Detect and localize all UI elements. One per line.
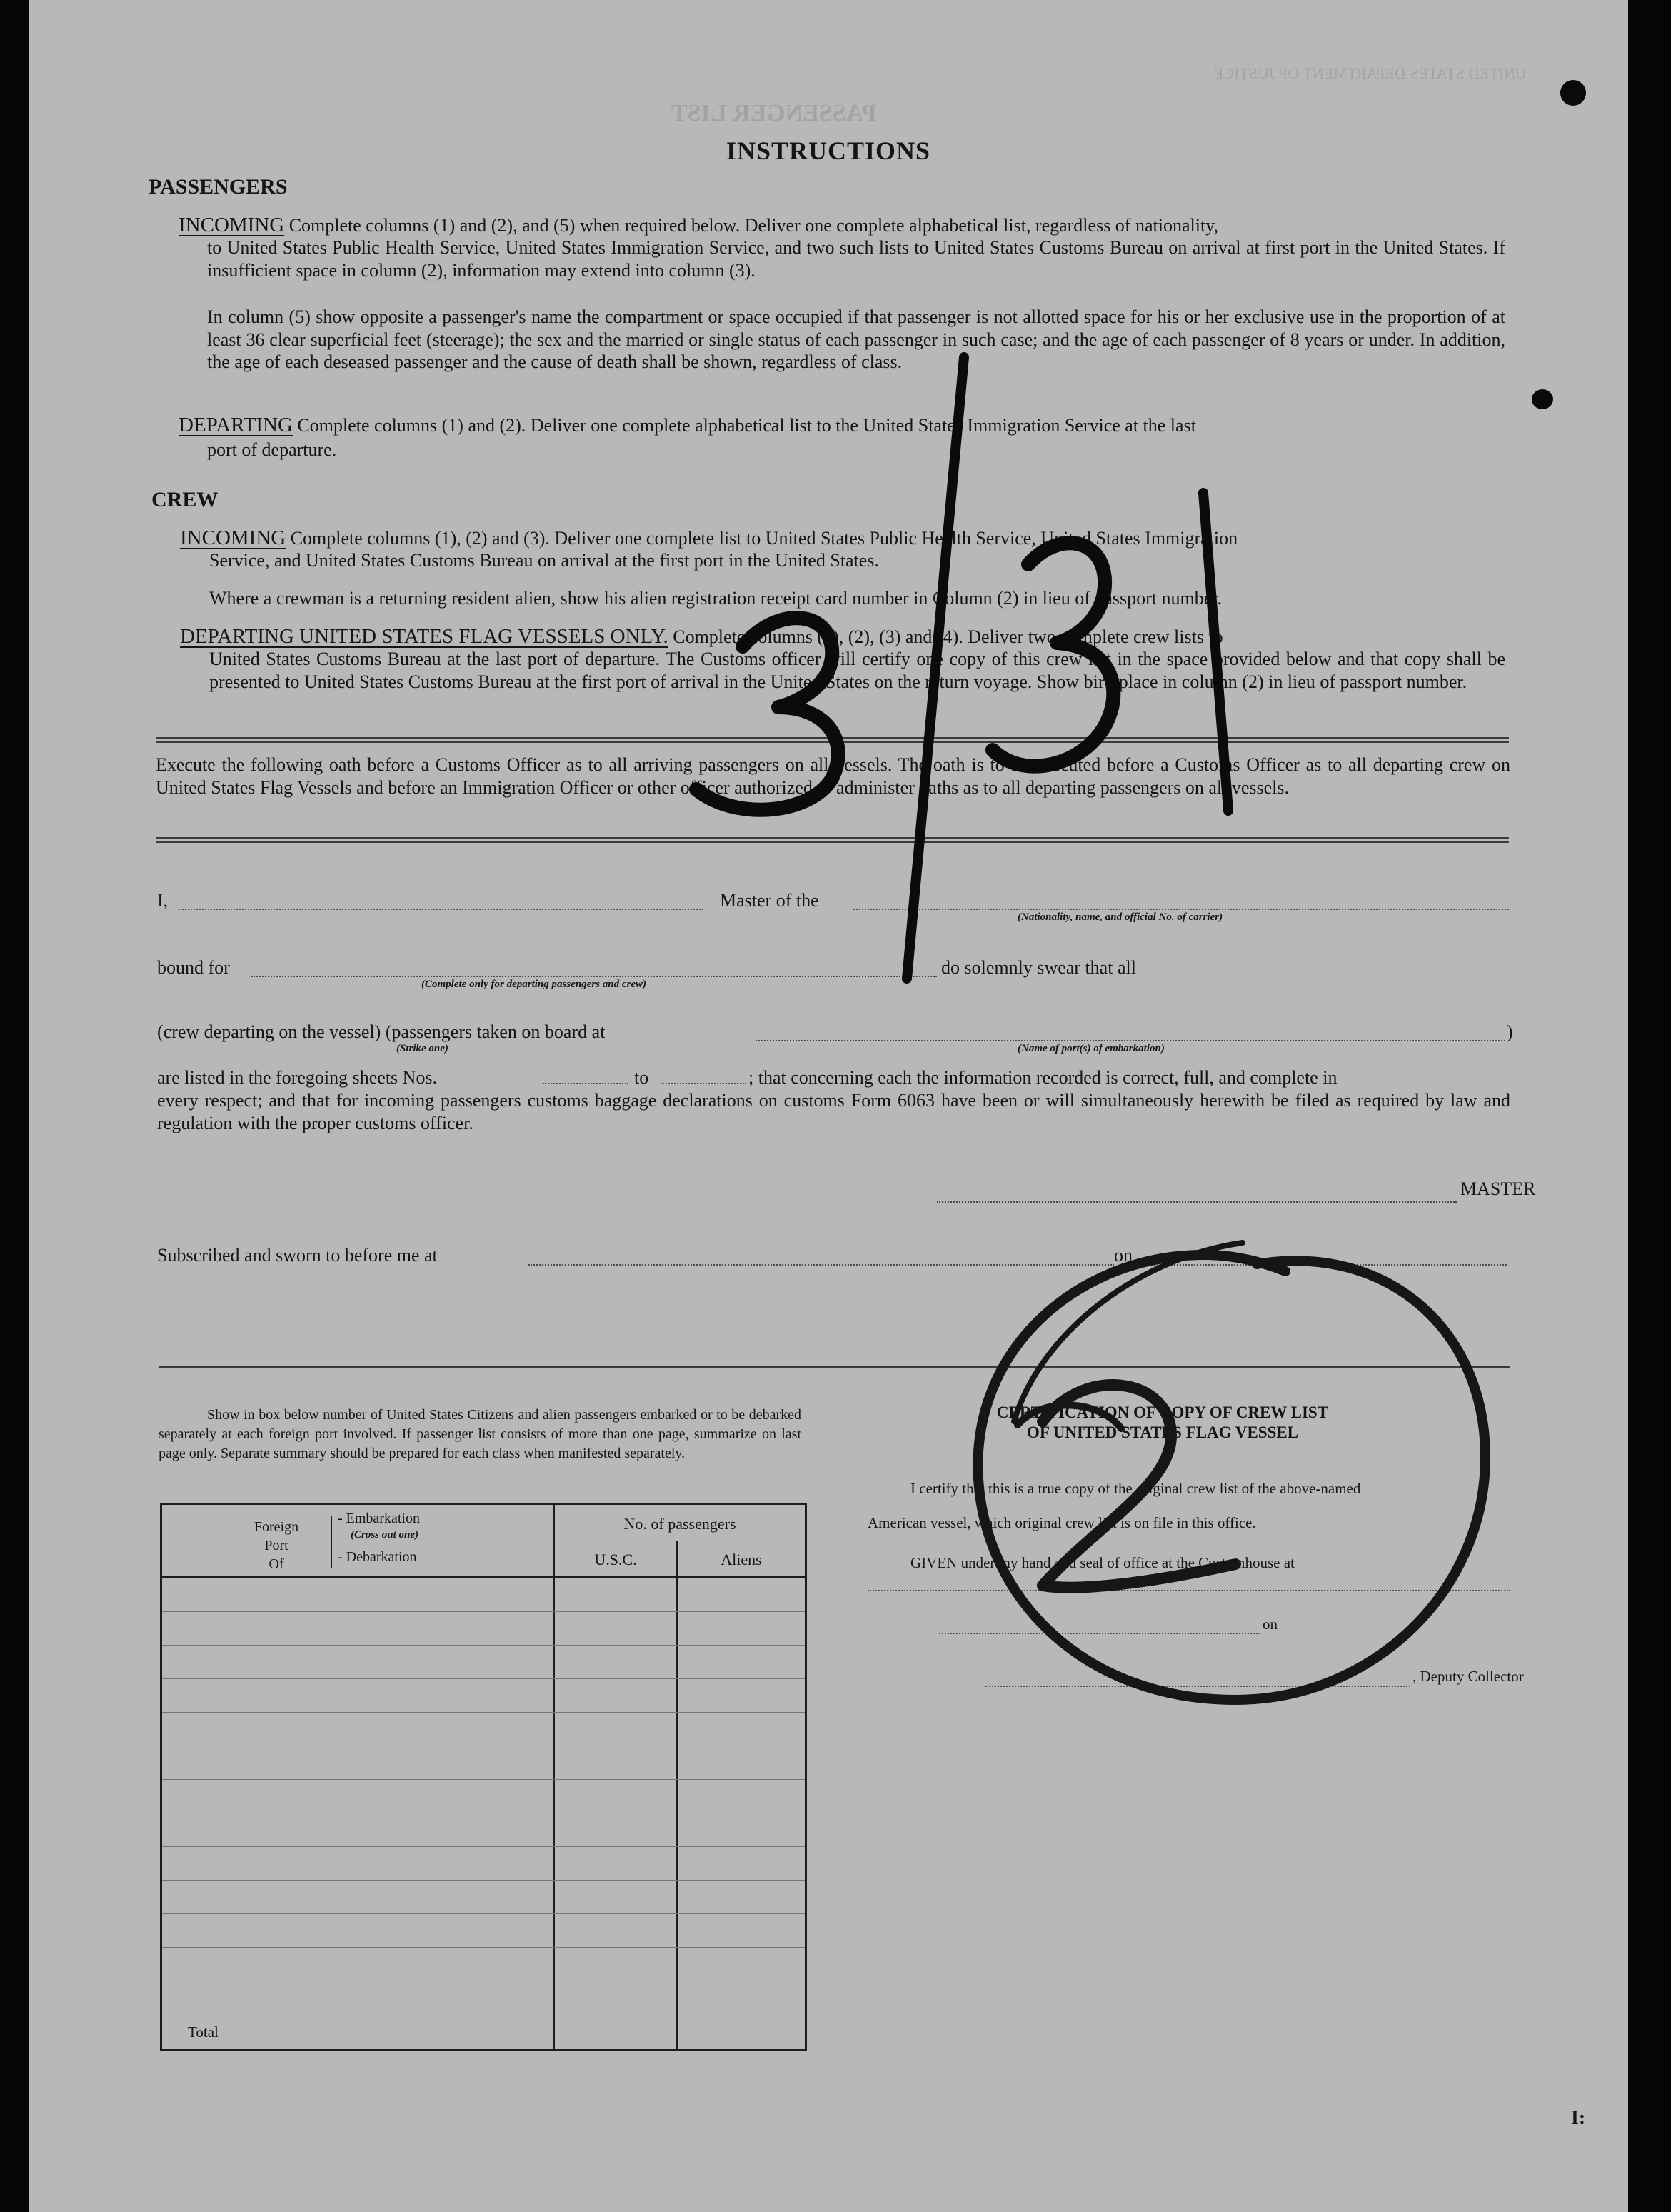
crew-incoming-paragraph xyxy=(180,527,1507,550)
strike-one-note: (Strike one) xyxy=(396,1043,448,1054)
carrier-note: (Nationality, name, and official No. of carrier) xyxy=(1018,911,1223,923)
aliens-header: Aliens xyxy=(721,1551,762,1568)
crew-resident-alien-paragraph: Where a crewman is a returning resident alien, show his alien registration receipt card number in Column (2) in lieu of passport number. xyxy=(209,588,1223,609)
crew-incoming-first-line: Complete columns (1), (2) and (3). Deliver one complete list to United States Public Health Service, United States Immigration xyxy=(286,528,1238,549)
total-label: Total xyxy=(188,2023,219,2041)
table-row[interactable] xyxy=(162,1678,805,1713)
master-label: MASTER xyxy=(1460,1178,1536,1199)
listed-to: to xyxy=(634,1067,649,1088)
divider xyxy=(156,841,1509,843)
table-row[interactable] xyxy=(162,1645,805,1679)
certification-date-field[interactable] xyxy=(939,1633,1260,1634)
divider xyxy=(156,837,1509,839)
cross-out-note: (Cross out one) xyxy=(351,1529,419,1541)
listed-text-rest: every respect; and that for incoming passengers customs baggage declarations on customs Form 6063 have been or will simultaneously herewith be filed as required by law and regulation with the proper customs officer. xyxy=(157,1090,1510,1133)
crew-departing-text: (crew departing on the vessel) (passengers taken on board at xyxy=(157,1021,606,1042)
carrier-field[interactable] xyxy=(853,909,1509,910)
sworn-on-label: on xyxy=(1114,1245,1133,1266)
divider xyxy=(156,741,1509,743)
table-row[interactable] xyxy=(162,1947,805,1981)
sheet-to-field[interactable] xyxy=(661,1083,746,1084)
embarkation-port-field[interactable] xyxy=(756,1040,1505,1041)
close-paren: ) xyxy=(1507,1021,1513,1042)
table-row[interactable] xyxy=(162,1880,805,1914)
divider xyxy=(156,737,1509,739)
certification-title-2: OF UNITED STATES FLAG VESSEL xyxy=(1026,1423,1299,1441)
oath-i: I, xyxy=(157,890,169,911)
table-row[interactable] xyxy=(162,1746,805,1780)
corner-mark: I: xyxy=(1571,2107,1586,2129)
table-row[interactable] xyxy=(162,1913,805,1948)
bleed-through: PASSENGER LIST UNITED STATES DEPARTMENT OF JUSTICE xyxy=(671,64,1527,126)
passengers-incoming-first-line: Complete columns (1) and (2), and (5) when required below. Deliver one complete alphabetical list, regardless of nationality, xyxy=(284,215,1218,236)
certification-on-label: on xyxy=(1263,1616,1278,1633)
corner-speck xyxy=(1560,80,1586,106)
solemnly-swear-text: do solemnly swear that all xyxy=(941,957,1136,978)
bound-for-field[interactable] xyxy=(251,976,937,977)
deputy-collector-label: , Deputy Collector xyxy=(1412,1668,1524,1685)
ports-note: (Name of port(s) of embarkation) xyxy=(1018,1043,1165,1054)
table-row[interactable] xyxy=(162,1578,805,1612)
certify-line-2: American vessel, which original crew list is on file in this office. xyxy=(868,1514,1256,1531)
sworn-date-field[interactable] xyxy=(1146,1264,1507,1266)
page-title: INSTRUCTIONS xyxy=(726,136,931,165)
table-row[interactable] xyxy=(162,1779,805,1813)
divider xyxy=(159,1366,1510,1368)
crew-departing-paragraph xyxy=(180,626,1507,649)
summary-instruction: Show in box below number of United States Citizens and alien passengers embarked or to be debarked separately at each foreign port involved. If passenger list consists of more than one page, summarize on last page only. Separate summary should be prepared for each class when manifested separately. xyxy=(159,1407,801,1461)
foreign-port-word: Foreign xyxy=(254,1519,299,1535)
corner-speck xyxy=(1532,389,1553,409)
passengers-heading: PASSENGERS xyxy=(149,175,288,199)
oath-instruction: Execute the following oath before a Customs Officer as to all arriving passengers on all vessels. The oath is to be executed before a Customs Officer as to all departing crew on United States Flag Vessels and before an Immigration Officer or other officer authorized to administer oaths as to all departing passengers on all vessels. xyxy=(156,754,1510,798)
no-of-passengers-header: No. of passengers xyxy=(623,1515,736,1533)
crew-incoming-rest: Service, and United States Customs Bureau on arrival at the first port in the United States. xyxy=(209,550,879,571)
master-of-the-label: Master of the xyxy=(720,890,819,911)
crew-incoming-label: INCOMING xyxy=(180,526,286,549)
subscribed-text: Subscribed and sworn to before me at xyxy=(157,1245,438,1266)
customhouse-field[interactable] xyxy=(868,1590,1510,1591)
bound-for-label: bound for xyxy=(157,957,230,978)
crew-departing-first-line: Complete columns (1), (2), (3) and (4). Deliver two complete crew lists to xyxy=(668,626,1223,647)
table-row[interactable] xyxy=(162,1813,805,1847)
given-line: GIVEN under my hand and seal of office at the Customhouse at xyxy=(910,1554,1295,1571)
master-name-field[interactable] xyxy=(179,909,703,910)
master-signature-field[interactable] xyxy=(937,1201,1457,1203)
debarkation-label: - Debarkation xyxy=(338,1549,417,1565)
bound-for-note: (Complete only for departing passengers and crew) xyxy=(421,979,646,990)
passengers-incoming-label: INCOMING xyxy=(179,214,285,236)
passengers-column5-paragraph: In column (5) show opposite a passenger's name the compartment or space occupied if that passenger is not allotted space for his or her exclusive use in the proportion of at least 36 clear superficial feet (steerage); the sex and the married or single status of each passenger in such case; and the age of each passenger of 8 years or under. In addition, the age of each deseased passenger and the cause of death shall be shown, regardless of class. xyxy=(207,306,1505,372)
embarkation-label: - Embarkation xyxy=(338,1511,420,1526)
table-row[interactable] xyxy=(162,1846,805,1881)
sheet-from-field[interactable] xyxy=(543,1083,628,1084)
foreign-port-word: Port xyxy=(264,1538,288,1553)
passengers-departing-label: DEPARTING xyxy=(179,414,293,436)
table-row[interactable] xyxy=(162,1712,805,1746)
foreign-port-word: Of xyxy=(269,1556,284,1572)
crew-departing-label: DEPARTING UNITED STATES FLAG VESSELS ONLY. xyxy=(180,625,668,648)
passengers-departing-paragraph xyxy=(179,414,1505,437)
sworn-place-field[interactable] xyxy=(528,1264,1114,1266)
foreign-port-header xyxy=(241,1518,312,1573)
certify-line-1: I certify that this is a true copy of the original crew list of the above-named xyxy=(910,1480,1361,1497)
document-page xyxy=(29,0,1628,2212)
passenger-summary-table xyxy=(160,1503,807,2051)
deputy-collector-field[interactable] xyxy=(985,1686,1410,1687)
crew-departing-rest: United States Customs Bureau at the last port of departure. The Customs officer will certify one copy of this crew list in the space provided below and that copy shall be presented to United States Customs Bureau at the first port of arrival in the United States on the return voyage. Show birthplace in column (2) in lieu of passport number. xyxy=(209,649,1505,692)
usc-header: U.S.C. xyxy=(594,1551,637,1568)
passengers-departing-rest: port of departure. xyxy=(207,439,337,460)
passengers-incoming-paragraph xyxy=(179,214,1505,237)
embark-brace xyxy=(331,1516,334,1568)
table-row[interactable] xyxy=(162,1611,805,1646)
passengers-departing-first-line: Complete columns (1) and (2). Deliver one complete alphabetical list to the United States Immigration Service at the last xyxy=(292,415,1196,436)
certification-title-1: CERTIFICATION OF COPY OF CREW LIST xyxy=(996,1403,1329,1421)
listed-text-b: ; that concerning each the information recorded is correct, full, and complete in xyxy=(748,1067,1338,1088)
crew-heading: CREW xyxy=(151,488,219,511)
listed-text-a: are listed in the foregoing sheets Nos. xyxy=(157,1067,438,1088)
passengers-incoming-rest: to United States Public Health Service, United States Immigration Service, and two such lists to United States Customs Bureau on arrival at first port in the United States. If insufficient space in column (2), information may extend into column (3). xyxy=(207,237,1505,281)
